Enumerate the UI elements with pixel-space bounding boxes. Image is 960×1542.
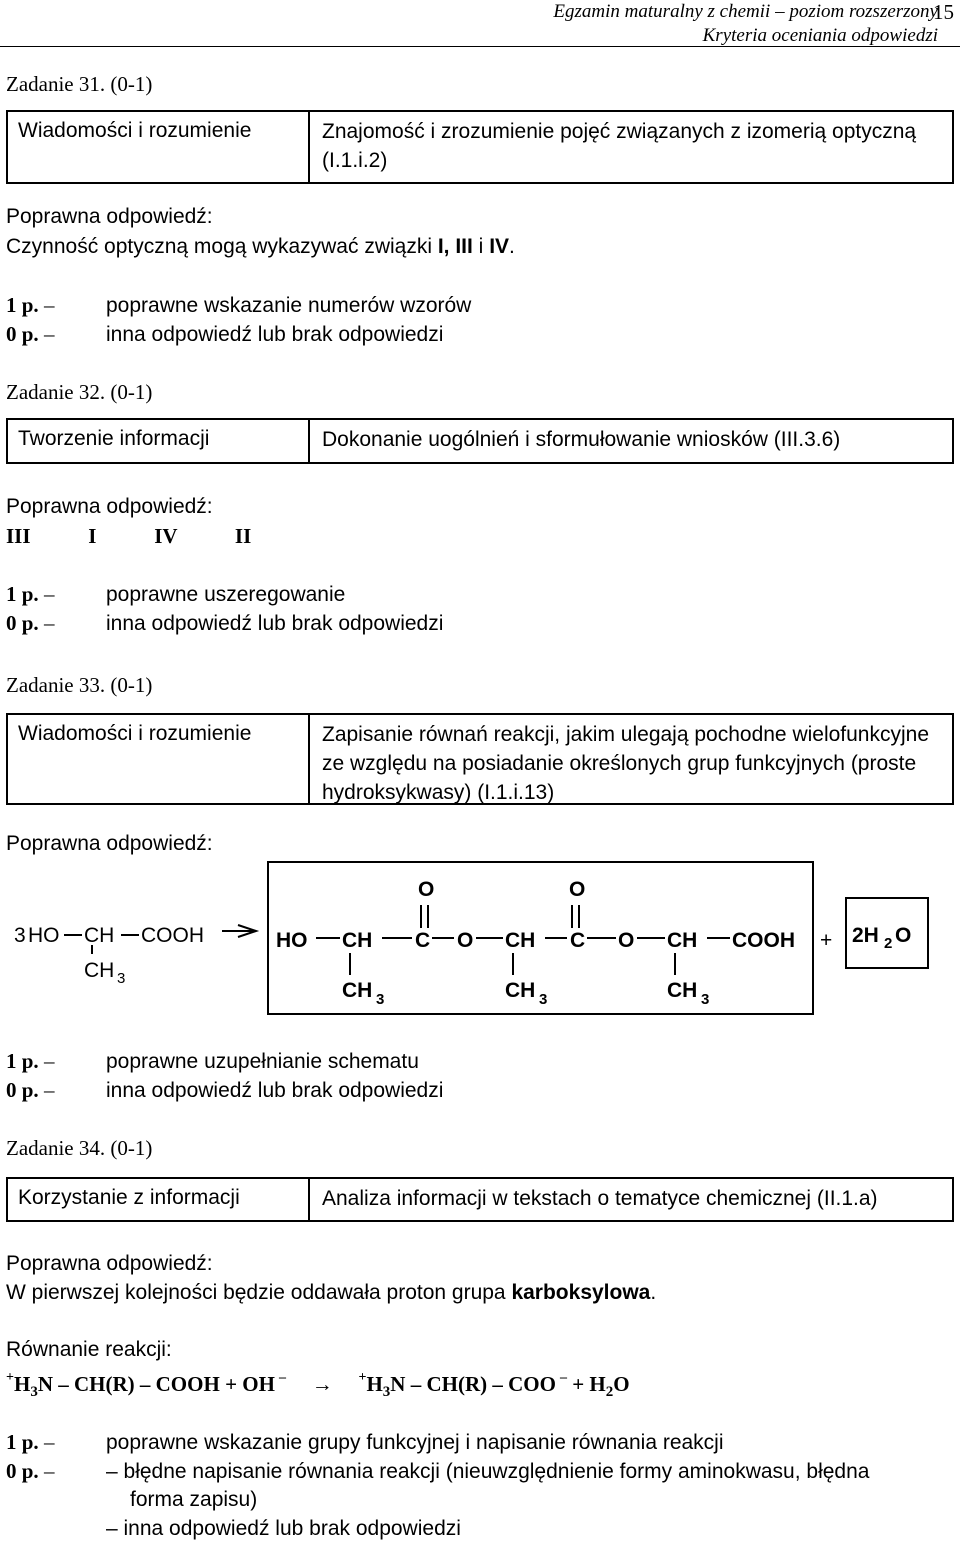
score-description: poprawne wskazanie grupy funkcyjnej i napisanie równania reakcji xyxy=(106,1431,724,1454)
score-points: 1 p. – xyxy=(6,1049,55,1073)
reactant-ho: HO xyxy=(28,924,60,947)
task34-score-0 xyxy=(6,1459,869,1484)
score-description: – błędne napisanie równania reakcji (nieuwzględnienie formy aminokwasu, błędna xyxy=(106,1460,870,1483)
task33-title: Zadanie 33. (0-1) xyxy=(6,673,153,697)
task31-answer-and: i xyxy=(472,235,490,258)
product-ch-2: CH xyxy=(505,929,536,952)
charge-plus: + xyxy=(358,1370,367,1385)
product-ch3-2: CH xyxy=(505,979,536,1002)
product-ch3-3: CH xyxy=(667,979,698,1002)
reaction-arrow-icon xyxy=(222,925,256,937)
task32-score-0 xyxy=(6,611,443,636)
score-points: 1 p. – xyxy=(6,582,55,606)
task34-criteria-table xyxy=(6,1177,954,1222)
task31-answer-text: Czynność optyczną mogą wykazywać związki xyxy=(6,235,438,258)
task31-answer xyxy=(6,235,515,259)
score-description: poprawne uzupełnianie schematu xyxy=(106,1050,419,1073)
task33-category: Wiadomości i rozumienie xyxy=(8,715,310,803)
carbonyl-o-1: O xyxy=(418,878,435,901)
task32-requirement: Dokonanie uogólnień i sformułowanie wniosków (III.3.6) xyxy=(322,428,841,451)
water-o: O xyxy=(895,924,912,947)
task31-title: Zadanie 31. (0-1) xyxy=(6,72,153,96)
eq-sub2: 2 xyxy=(605,1384,614,1400)
reactant-ch3: CH xyxy=(84,959,115,982)
product-sub3-1: 3 xyxy=(376,991,385,1008)
product-ch3-1: CH xyxy=(342,979,373,1002)
header-subtitle: Kryteria oceniania odpowiedzi xyxy=(702,25,938,46)
task31-score-1 xyxy=(6,293,471,318)
score-description: inna odpowiedź lub brak odpowiedzi xyxy=(106,612,444,635)
product-ch-1: CH xyxy=(342,929,373,952)
product-sub3-2: 3 xyxy=(539,991,548,1008)
reactant-sub3: 3 xyxy=(117,970,126,987)
task31-answer-label: Poprawna odpowiedź: xyxy=(6,205,213,228)
task33-requirement: Zapisanie równań reakcji, jakim ulegają pochodne wielofunkcyjne ze względu na posiadanie określonych grup funkcyjnych (proste hydroksykwasy) (I.1.i.13) xyxy=(322,723,930,804)
task34-requirement: Analiza informacji w tekstach o tematyce chemicznej (II.1.a) xyxy=(322,1187,878,1210)
equation-arrow-icon: → xyxy=(311,1372,333,1396)
task31-category: Wiadomości i rozumienie xyxy=(8,112,310,182)
product-plus: + xyxy=(820,929,833,952)
task34-score-0-alt: – inna odpowiedź lub brak odpowiedzi xyxy=(106,1517,461,1540)
task34-score-1 xyxy=(6,1430,724,1455)
task34-equation-label: Równanie reakcji: xyxy=(6,1338,172,1361)
score-description: inna odpowiedź lub brak odpowiedzi xyxy=(106,323,444,346)
product-ch-3: CH xyxy=(667,929,698,952)
score-points: 1 p. – xyxy=(6,1430,55,1454)
header-exam-title: Egzamin maturalny z chemii – poziom rozszerzony xyxy=(553,1,938,22)
task34-answer-text: W pierwszej kolejności będzie oddawała proton grupa xyxy=(6,1281,512,1304)
score-description: inna odpowiedź lub brak odpowiedzi xyxy=(106,1079,444,1102)
page-number: 15 xyxy=(933,0,954,24)
carbonyl-o-2: O xyxy=(569,878,586,901)
water-2h: 2H xyxy=(852,924,879,947)
task33-criteria-table xyxy=(6,713,954,805)
eq-left-h: H xyxy=(13,1372,31,1396)
task33-answer-label: Poprawna odpowiedź: xyxy=(6,832,213,855)
task32-answer: III I IV II xyxy=(6,524,252,548)
task34-answer xyxy=(6,1281,656,1305)
product-cooh: COOH xyxy=(732,929,795,952)
task32-answer-label: Poprawna odpowiedź: xyxy=(6,495,213,518)
reactant-cooh: COOH xyxy=(141,924,204,947)
score-points: 0 p. – xyxy=(6,611,55,635)
product-c-1: C xyxy=(415,929,431,952)
charge-minus: – xyxy=(278,1370,286,1385)
score-description: poprawne uszeregowanie xyxy=(106,583,346,606)
task34-equation xyxy=(6,1370,630,1400)
task33-score-0 xyxy=(6,1078,443,1103)
product-ho: HO xyxy=(276,929,308,952)
eq-sub3: 3 xyxy=(382,1384,391,1400)
eq-left-rest: N – CH(R) – COOH + OH xyxy=(37,1372,275,1396)
task33-reaction-scheme xyxy=(0,858,960,1028)
task32-criteria-table xyxy=(6,418,954,464)
score-points: 0 p. – xyxy=(6,1459,55,1483)
eq-right-rest: N – CH(R) – COO xyxy=(390,1372,556,1396)
eq-o: O xyxy=(613,1372,630,1396)
score-points: 0 p. – xyxy=(6,322,55,346)
score-points: 1 p. – xyxy=(6,293,55,317)
score-description: poprawne wskazanie numerów wzorów xyxy=(106,294,472,317)
task31-answer-period: . xyxy=(509,235,515,258)
task31-score-0 xyxy=(6,322,443,347)
task34-title: Zadanie 34. (0-1) xyxy=(6,1136,153,1160)
task32-category: Tworzenie informacji xyxy=(8,420,310,462)
task32-title: Zadanie 32. (0-1) xyxy=(6,380,153,404)
eq-plus-h: + H xyxy=(566,1372,606,1396)
task34-answer-group: karboksylowa xyxy=(511,1281,651,1304)
product-c-2: C xyxy=(570,929,586,952)
task34-category: Korzystanie z informacji xyxy=(8,1179,310,1220)
charge-plus: + xyxy=(6,1370,14,1385)
score-points: 0 p. – xyxy=(6,1078,55,1102)
eq-right-h: H xyxy=(366,1372,383,1396)
page-header xyxy=(553,0,938,48)
task34-score-0-cont: forma zapisu) xyxy=(130,1488,258,1511)
task33-score-1 xyxy=(6,1049,419,1074)
task31-answer-compound-iv: IV xyxy=(489,235,510,258)
task31-answer-compounds: I, III xyxy=(437,235,473,258)
task32-score-1 xyxy=(6,582,345,607)
product-o-2: O xyxy=(618,929,635,952)
water-sub2: 2 xyxy=(884,935,893,952)
reactant-ch: CH xyxy=(84,924,115,947)
task34-answer-label: Poprawna odpowiedź: xyxy=(6,1252,213,1275)
task34-answer-period: . xyxy=(650,1281,657,1304)
charge-minus: – xyxy=(559,1370,567,1385)
task31-requirement: Znajomość i zrozumienie pojęć związanych z izomerią optyczną (I.1.i.2) xyxy=(322,120,917,172)
task31-criteria-table xyxy=(6,110,954,184)
reactant-coefficient: 3 xyxy=(14,924,26,947)
header-divider xyxy=(0,46,960,47)
product-sub3-3: 3 xyxy=(701,991,710,1008)
product-o-1: O xyxy=(457,929,474,952)
eq-sub3: 3 xyxy=(30,1384,38,1400)
